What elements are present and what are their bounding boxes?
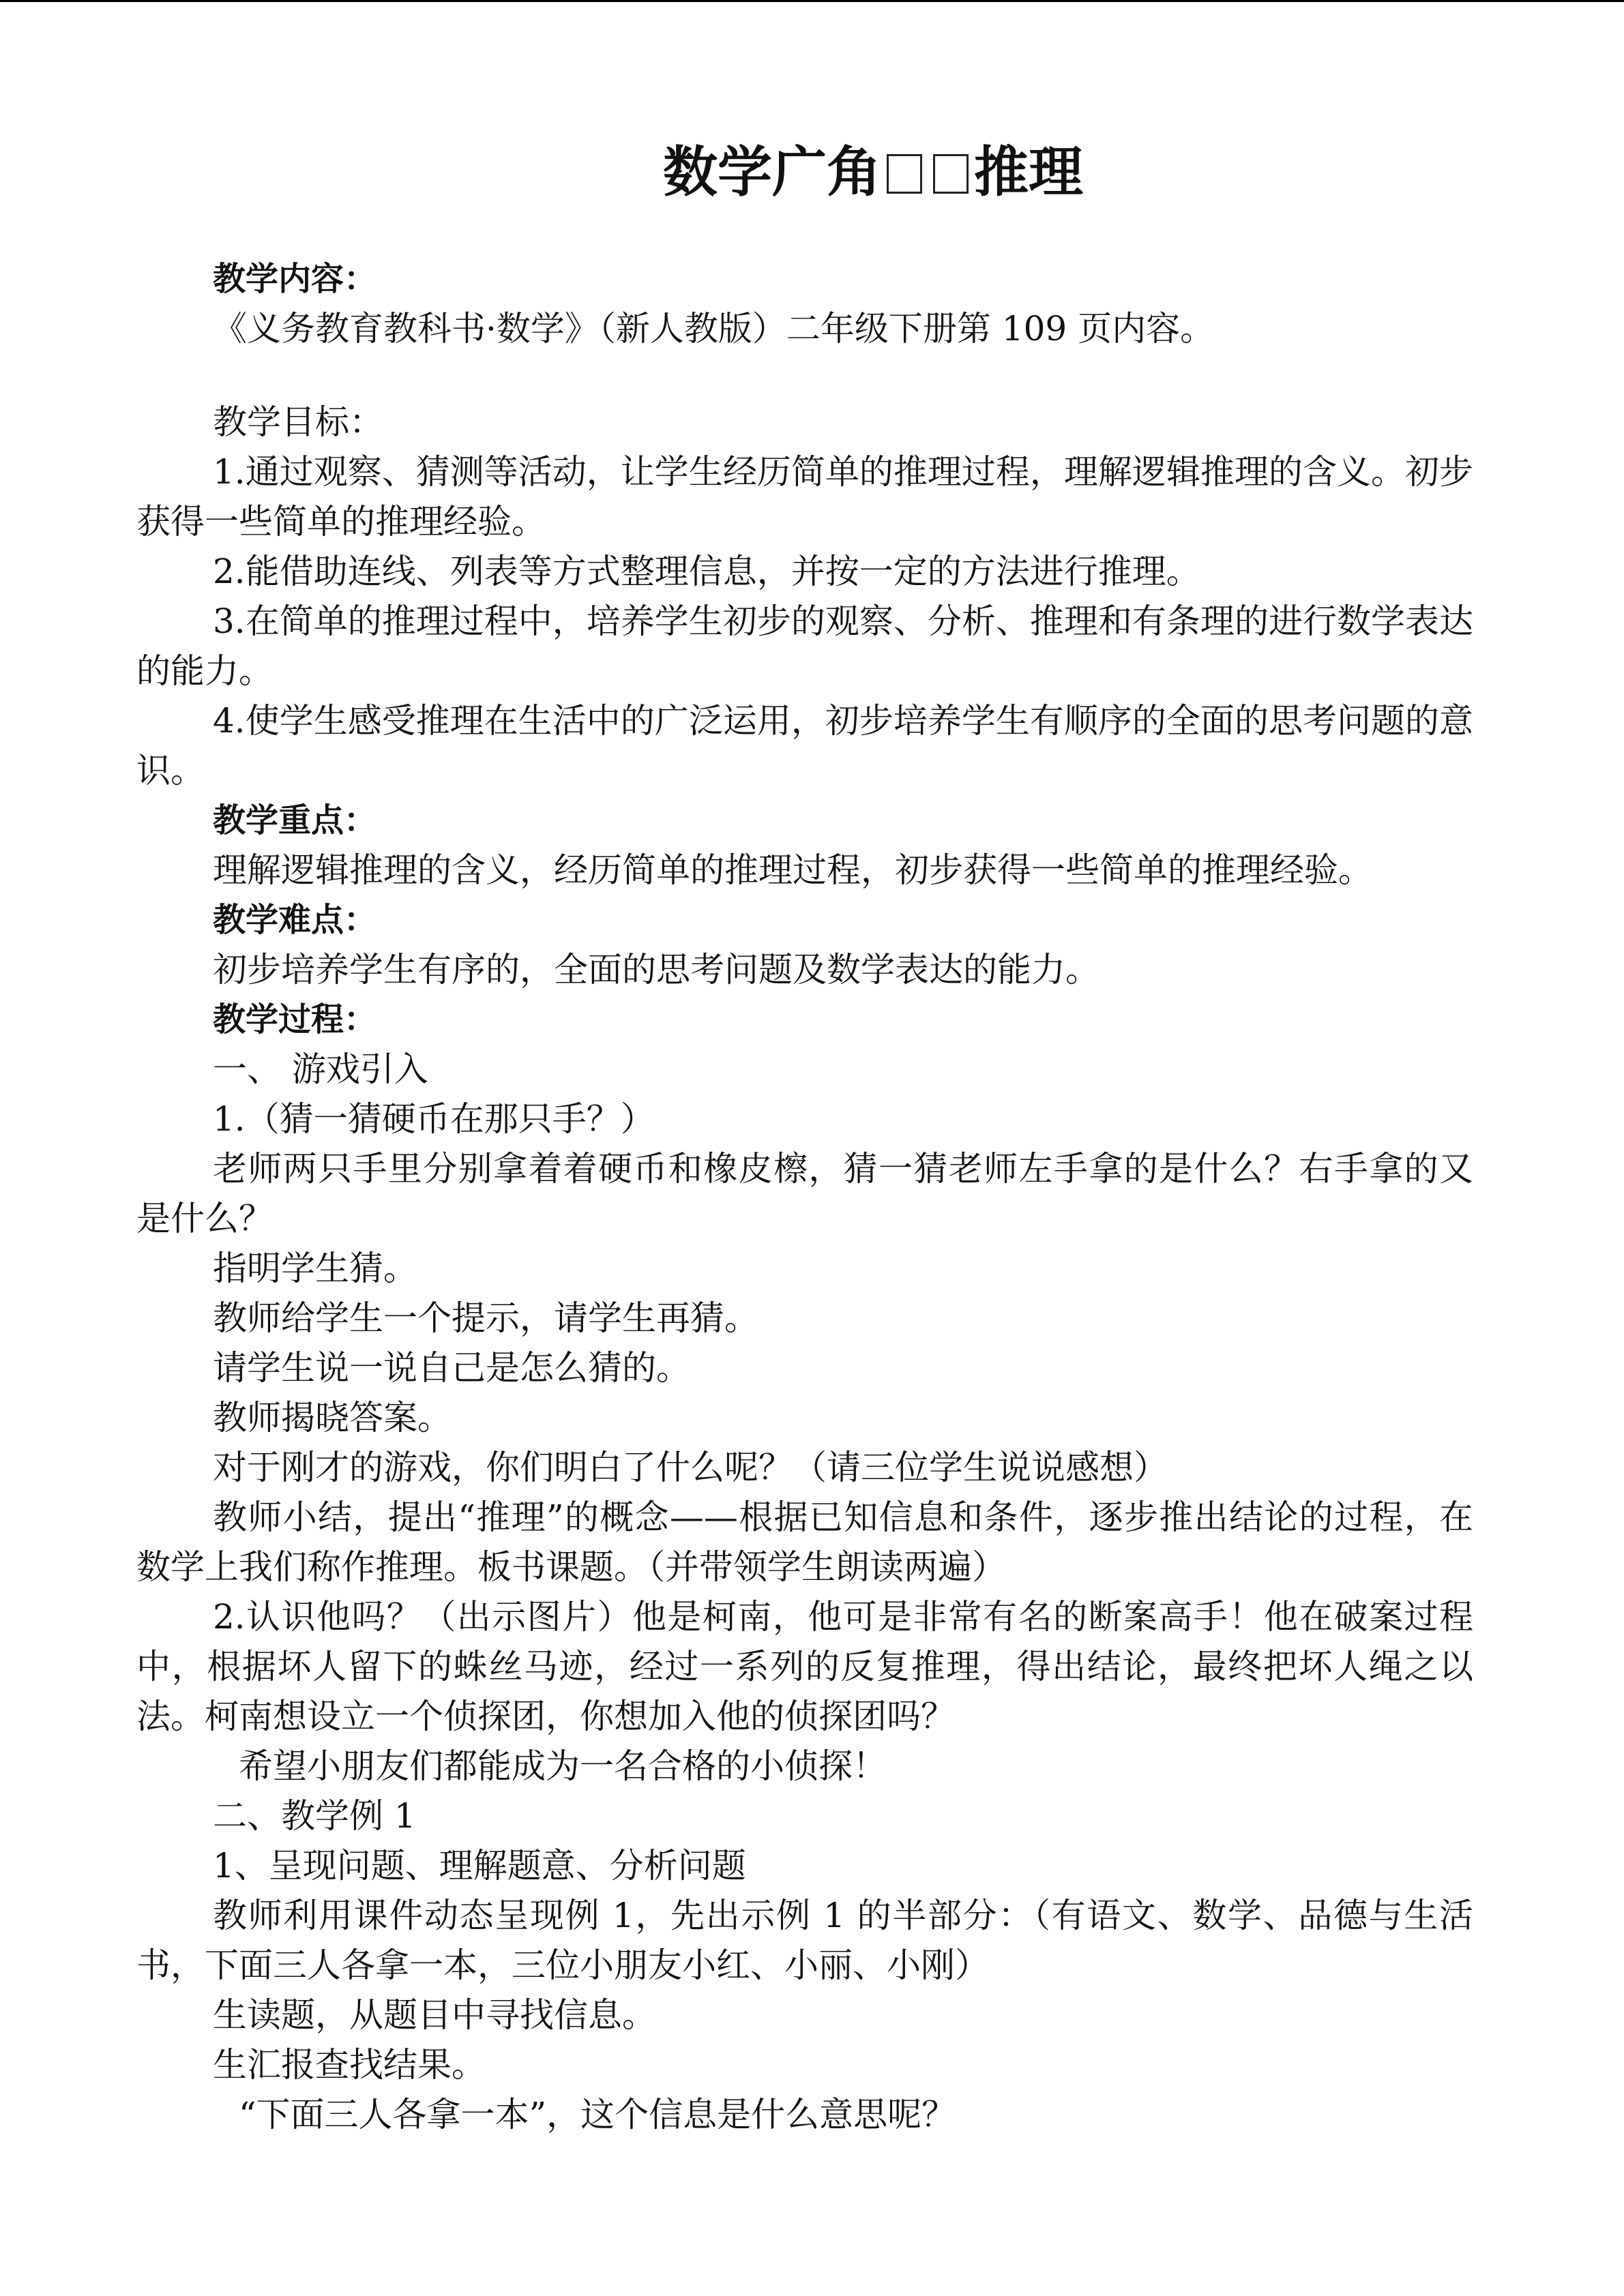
page-title bbox=[136, 138, 1473, 207]
document-body bbox=[136, 254, 1473, 2140]
paragraph: 2.能借助连线、列表等方式整理信息，并按一定的方法进行推理。 bbox=[213, 552, 1200, 591]
paragraph: 请学生说一说自己是怎么猜的。 bbox=[213, 1348, 690, 1388]
paragraph: 3.在简单的推理过程中，培养学生初步的观察、分析、推理和有条理的进行数学表达的能力。 bbox=[136, 601, 1473, 691]
paragraph: 生汇报查找结果。 bbox=[213, 2045, 486, 2085]
title-part-1: 数学广角 bbox=[663, 140, 881, 204]
paragraph: 理解逻辑推理的含义，经历简单的推理过程，初步获得一些简单的推理经验。 bbox=[213, 850, 1372, 890]
paragraph: 老师两只手里分别拿着着硬币和橡皮檫，猜一猜老师左手拿的是什么？右手拿的又是什么？ bbox=[136, 1149, 1473, 1238]
heading-difficulties: 教学难点： bbox=[213, 901, 377, 939]
paragraph: 《义务教育教科书·数学》（新人教版）二年级下册第 109 页内容。 bbox=[213, 309, 1215, 348]
paragraph: 教师利用课件动态呈现例 1，先出示例 1 的半部分：（有语文、数学、品德与生活书，下面三人各拿一本，三位小朋友小红、小丽、小刚） bbox=[136, 1896, 1473, 1985]
paragraph-objectives-label: 教学目标： bbox=[213, 402, 383, 442]
title-part-2: 推理 bbox=[974, 140, 1083, 204]
section-heading: 二、教学例 1 bbox=[213, 1796, 416, 1836]
paragraph: 教师给学生一个提示，请学生再猜。 bbox=[213, 1298, 758, 1338]
paragraph: 1.（猜一猜硬币在那只手？） bbox=[213, 1099, 655, 1139]
document-page bbox=[136, 2, 1473, 2296]
heading-key-points: 教学重点： bbox=[213, 801, 377, 839]
paragraph: 教师揭晓答案。 bbox=[213, 1398, 452, 1437]
paragraph: 2.认识他吗？（出示图片）他是柯南，他可是非常有名的断案高手！他在破案过程中，根据坏人留下的蛛丝马迹，经过一系列的反复推理，得出结论，最终把坏人绳之以法。柯南想设立一个侦探团，你想加入他的侦探团吗？ bbox=[136, 1597, 1473, 1736]
paragraph: 对于刚才的游戏，你们明白了什么呢？（请三位学生说说感想） bbox=[213, 1448, 1168, 1487]
paragraph: 初步培养学生有序的，全面的思考问题及数学表达的能力。 bbox=[213, 950, 1099, 989]
section-heading: 一、 游戏引入 bbox=[213, 1049, 428, 1089]
paragraph: 1.通过观察、猜测等活动，让学生经历简单的推理过程，理解逻辑推理的含义。初步获得一些简单的推理经验。 bbox=[136, 452, 1473, 541]
missing-glyph-box-2 bbox=[933, 154, 969, 194]
missing-glyph-box-1 bbox=[887, 154, 922, 194]
paragraph: 指明学生猜。 bbox=[213, 1249, 417, 1288]
paragraph: 4.使学生感受推理在生活中的广泛运用，初步培养学生有顺序的全面的思考问题的意识。 bbox=[136, 701, 1473, 790]
paragraph: 教师小结，提出“推理”的概念——根据已知信息和条件，逐步推出结论的过程，在数学上我们称作推理。板书课题。（并带领学生朗读两遍） bbox=[136, 1497, 1473, 1587]
heading-process: 教学过程： bbox=[213, 1000, 377, 1039]
paragraph: 1、呈现问题、理解题意、分析问题 bbox=[213, 1846, 746, 1885]
paragraph: 希望小朋友们都能成为一名合格的小侦探！ bbox=[239, 1746, 887, 1786]
heading-content: 教学内容： bbox=[213, 260, 377, 298]
paragraph: 生读题，从题目中寻找信息。 bbox=[213, 1995, 656, 2035]
paragraph: “下面三人各拿一本”，这个信息是什么意思呢？ bbox=[239, 2095, 956, 2134]
